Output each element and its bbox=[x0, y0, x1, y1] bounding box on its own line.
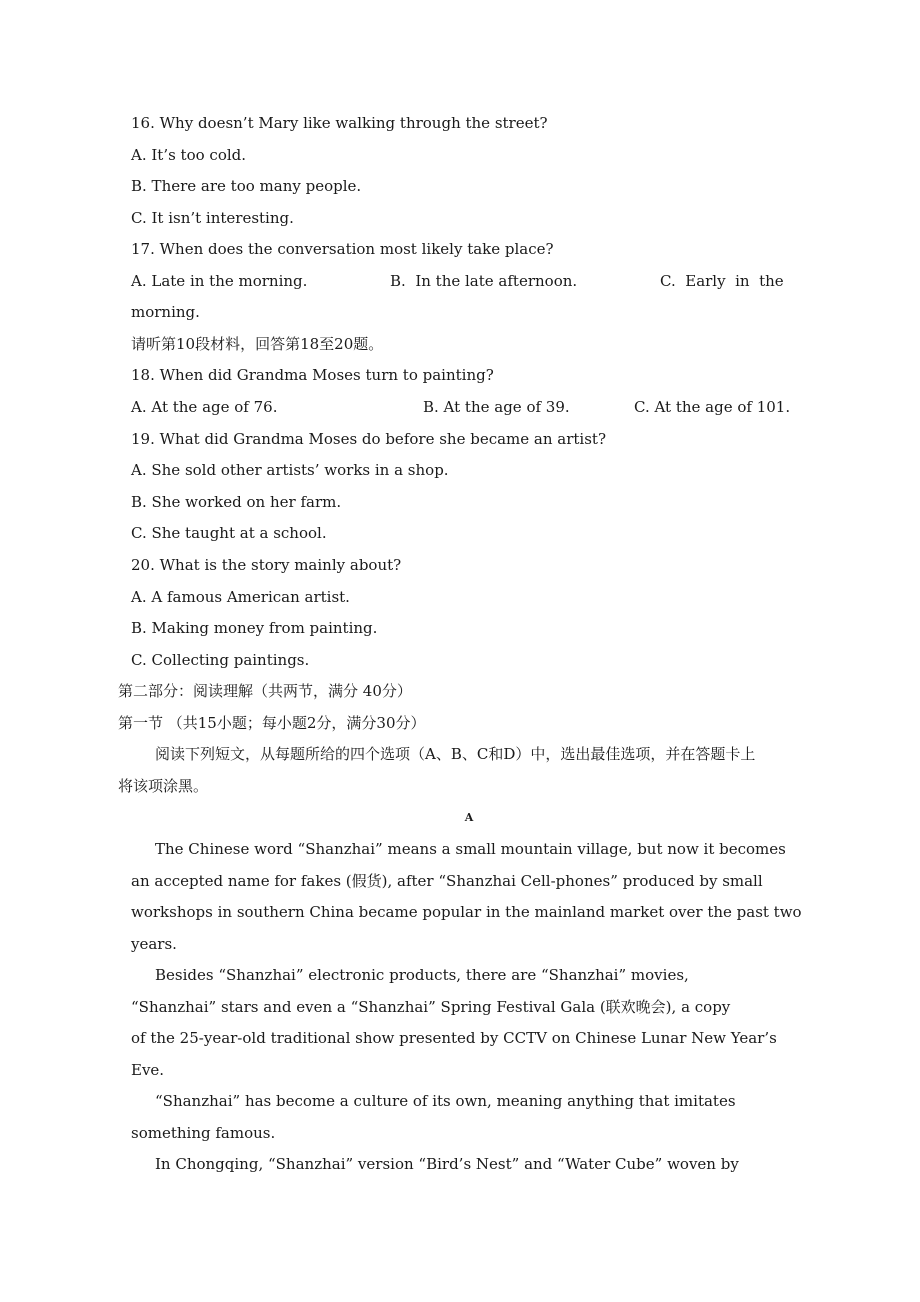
passage-p4-line1: In Chongqing, “Shanzhai” version “Bird’s Nest” and “Water Cube” woven by bbox=[155, 1155, 739, 1173]
passage-p2-line1: Besides “Shanzhai” electronic products, there are “Shanzhai” movies, bbox=[155, 966, 689, 984]
q16-option-b: B. There are too many people. bbox=[131, 177, 362, 195]
section1-heading: 第一节 （共15小题；每小题2分，满分30分） bbox=[118, 714, 426, 732]
passage-p1-line4: years. bbox=[131, 935, 177, 953]
q17-option-a: A. Late in the morning. bbox=[131, 272, 308, 290]
q19-option-a: A. She sold other artists’ works in a shop. bbox=[131, 461, 449, 479]
q16-option-c: C. It isn’t interesting. bbox=[131, 209, 294, 227]
passage-p1-line1: The Chinese word “Shanzhai” means a small mountain village, but now it becomes bbox=[155, 840, 786, 858]
q17-option-b: B. In the late afternoon. bbox=[390, 272, 578, 290]
passage-p2-line2: “Shanzhai” stars and even a “Shanzhai” Spring Festival Gala (联欢晚会), a copy bbox=[131, 998, 731, 1016]
q18-question: 18. When did Grandma Moses turn to painting? bbox=[131, 366, 494, 384]
q19-question: 19. What did Grandma Moses do before she became an artist? bbox=[131, 430, 606, 448]
q18-option-b: B. At the age of 39. bbox=[423, 398, 570, 416]
q17-option-c: C. Early in the bbox=[660, 272, 784, 290]
q18-option-a: A. At the age of 76. bbox=[131, 398, 278, 416]
part2-heading: 第二部分：阅读理解（共两节，满分 40分） bbox=[118, 682, 412, 700]
q20-option-b: B. Making money from painting. bbox=[131, 619, 378, 637]
passage-p2-line3: of the 25-year-old traditional show presented by CCTV on Chinese Lunar New Year’s bbox=[131, 1029, 777, 1047]
q20-option-a: A. A famous American artist. bbox=[131, 588, 350, 606]
passage-p2-line4: Eve. bbox=[131, 1061, 165, 1079]
q20-question: 20. What is the story mainly about? bbox=[131, 556, 402, 574]
q19-option-b: B. She worked on her farm. bbox=[131, 493, 342, 511]
passage-p3-line2: something famous. bbox=[131, 1124, 276, 1142]
passage-p1-line2: an accepted name for fakes (假货), after “Shanzhai Cell-phones” produced by small bbox=[131, 872, 763, 890]
listening-instruction: 请听第10段材料，回答第18至20题。 bbox=[131, 335, 384, 353]
q17-question: 17. When does the conversation most likely take place? bbox=[131, 240, 554, 258]
q16-option-a: A. It’s too cold. bbox=[131, 146, 247, 164]
q19-option-c: C. She taught at a school. bbox=[131, 524, 327, 542]
passage-p1-line3: workshops in southern China became popular in the mainland market over the past two bbox=[131, 903, 802, 921]
directions-line2: 将该项涂黑。 bbox=[118, 777, 209, 795]
q18-option-c: C. At the age of 101. bbox=[634, 398, 791, 416]
passage-label: A bbox=[464, 811, 474, 824]
q20-option-c: C. Collecting paintings. bbox=[131, 651, 310, 669]
passage-p3-line1: “Shanzhai” has become a culture of its own, meaning anything that imitates bbox=[155, 1092, 736, 1110]
q16-question: 16. Why doesn’t Mary like walking through the street? bbox=[131, 114, 548, 132]
q17-option-c-cont: morning. bbox=[131, 303, 200, 321]
directions-line1: 阅读下列短文，从每题所给的四个选项（A、B、C和D）中，选出最佳选项，并在答题卡上 bbox=[155, 745, 756, 763]
